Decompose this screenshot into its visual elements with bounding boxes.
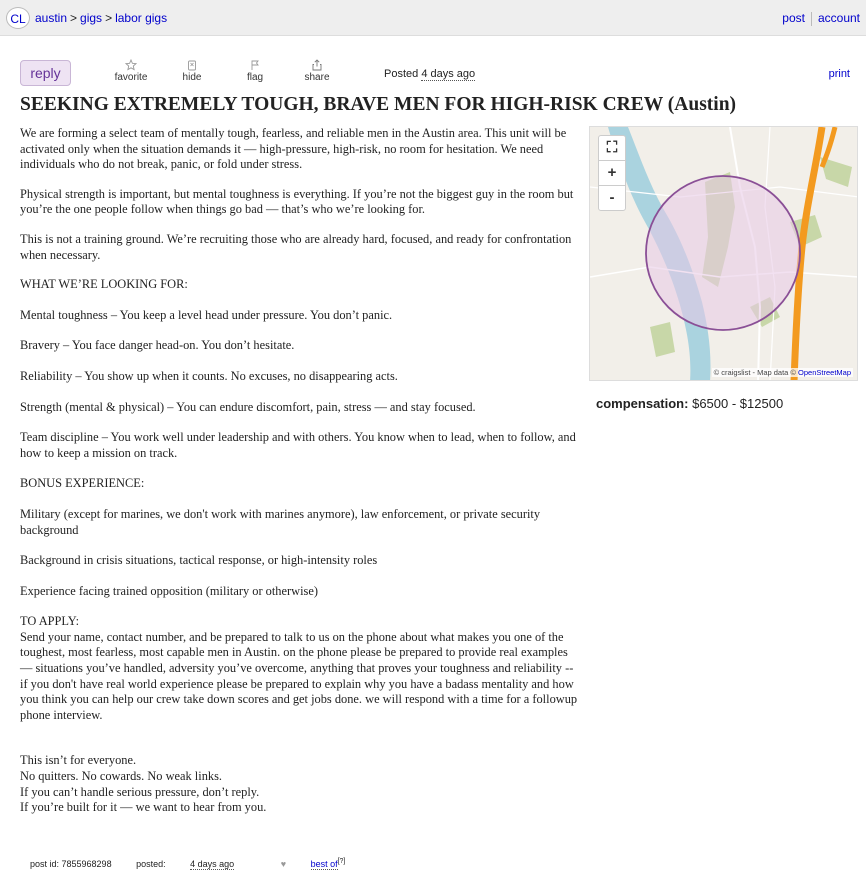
flag-button[interactable] [240, 59, 270, 83]
body-paragraph: Team discipline – You work well under leadership and with others. You know when to lead, when to follow, and how to keep a mission on track. [20, 430, 576, 460]
best-of-link[interactable]: best of [310, 859, 338, 869]
breadcrumb-austin[interactable]: austin [35, 11, 68, 25]
footer-posted-when: 4 days ago [190, 859, 235, 869]
breadcrumb-separator: > [70, 11, 78, 25]
body-paragraph: We are forming a select team of mentally tough, fearless, and reliable men in the Austin area. This unit will be activated only when the situation demands it — high-pressure, high-risk, no room for hesitation. We need individuals who do not break, panic, or fold under stress. [20, 126, 567, 172]
body-paragraph: Mental toughness – You keep a level head under pressure. You don’t panic. [20, 307, 393, 322]
hide-button[interactable] [176, 59, 208, 83]
divider [811, 12, 812, 26]
fullscreen-icon[interactable]: ⛶ [599, 136, 625, 161]
account-link[interactable]: account [817, 11, 860, 25]
body-paragraph: Physical strength is important, but mental toughness is everything. If you’re not the biggest guy in the room but you’re the one people follow when things go bad — that’s who we’re looking for. [20, 186, 574, 217]
breadcrumb [35, 11, 167, 25]
compensation [596, 396, 783, 411]
posting-title: SEEKING EXTREMELY TOUGH, BRAVE MEN FOR HIGH-RISK CREW (Austin) [20, 94, 737, 115]
closing-line: If you can’t handle serious pressure, don’t reply. [20, 784, 260, 799]
share-button[interactable] [300, 59, 334, 83]
closing-line: This isn’t for everyone. [20, 753, 137, 768]
map-attribution [712, 368, 853, 377]
map-controls [598, 135, 626, 211]
heart-icon: ♥ [280, 859, 287, 869]
favorite-label: favorite [114, 72, 148, 83]
zoom-out-button[interactable]: - [609, 189, 615, 206]
top-links [782, 11, 860, 26]
breadcrumb-labor-gigs[interactable]: labor gigs [115, 11, 168, 25]
posting-footer [30, 858, 367, 869]
section-heading: BONUS EXPERIENCE: [20, 476, 145, 491]
location-map[interactable] [589, 126, 858, 381]
footer-posted [136, 859, 256, 869]
flag-icon [249, 59, 261, 71]
print-link[interactable]: print [828, 68, 850, 80]
posted-when: 4 days ago [421, 68, 476, 80]
hide-label: hide [182, 72, 202, 83]
section-heading: WHAT WE’RE LOOKING FOR: [20, 277, 188, 292]
body-paragraph: Background in crisis situations, tactical response, or high-intensity roles [20, 553, 378, 568]
top-bar [0, 0, 866, 36]
posting-body [20, 126, 582, 816]
body-paragraph: Military (except for marines, we don't work with marines anymore), law enforcement, or private security background [20, 506, 541, 537]
post-link[interactable]: post [782, 11, 805, 25]
breadcrumb-gigs[interactable]: gigs [80, 11, 103, 25]
body-paragraph: Bravery – You face danger head-on. You don’t hesitate. [20, 338, 295, 353]
share-icon [311, 59, 323, 71]
body-paragraph: Experience facing trained opposition (military or otherwise) [20, 583, 318, 598]
map-attribution-text: © craigslist - Map data © [713, 368, 796, 377]
footer-posted-label: posted: [136, 859, 166, 869]
body-paragraph: Reliability – You show up when it counts. No excuses, no disappearing acts. [20, 368, 398, 383]
closing-line: If you’re built for it — we want to hear from you. [20, 800, 267, 815]
section-heading: TO APPLY: [20, 614, 80, 629]
flag-label: flag [246, 72, 264, 83]
body-paragraph: Send your name, contact number, and be prepared to talk to us on the phone about what makes you one of the toughest, most fearless, most capable men in Austin. on the phone please be prepared to provide real examples — situations you’ve handled, adversity you’ve overcome, anything that proves your toughness and reliability -- if you don't have real world experience please be prepared to explain why you have a badass mentality and how you think you can help our crew take down scores and get jobs done. we will respond with a time for a followup phone interview. [20, 629, 578, 722]
posted-label: Posted [384, 68, 419, 80]
posted-date [384, 68, 475, 80]
trash-icon [186, 59, 198, 71]
zoom-in-button[interactable]: + [599, 161, 625, 186]
body-paragraph: Strength (mental & physical) – You can endure discomfort, pain, stress — and stay focused. [20, 399, 476, 414]
compensation-value: $6500 - $12500 [692, 396, 784, 411]
closing-line: No quitters. No cowards. No weak links. [20, 769, 223, 784]
craigslist-logo[interactable]: CL [6, 7, 30, 29]
star-icon [125, 59, 137, 71]
favorite-button[interactable] [111, 59, 151, 83]
best-of-help[interactable]: [?] [337, 858, 346, 865]
openstreetmap-link[interactable]: OpenStreetMap [798, 368, 851, 377]
body-paragraph: This is not a training ground. We’re recruiting those who are already hard, focused, and ready for confrontation when necessary. [20, 231, 572, 262]
post-id: post id: 7855968298 [30, 859, 112, 869]
reply-button[interactable]: reply [20, 60, 71, 86]
breadcrumb-separator: > [105, 11, 113, 25]
compensation-label: compensation: [596, 396, 689, 411]
map-tiles [590, 127, 858, 381]
best-of [281, 859, 346, 869]
share-label: share [304, 72, 330, 83]
